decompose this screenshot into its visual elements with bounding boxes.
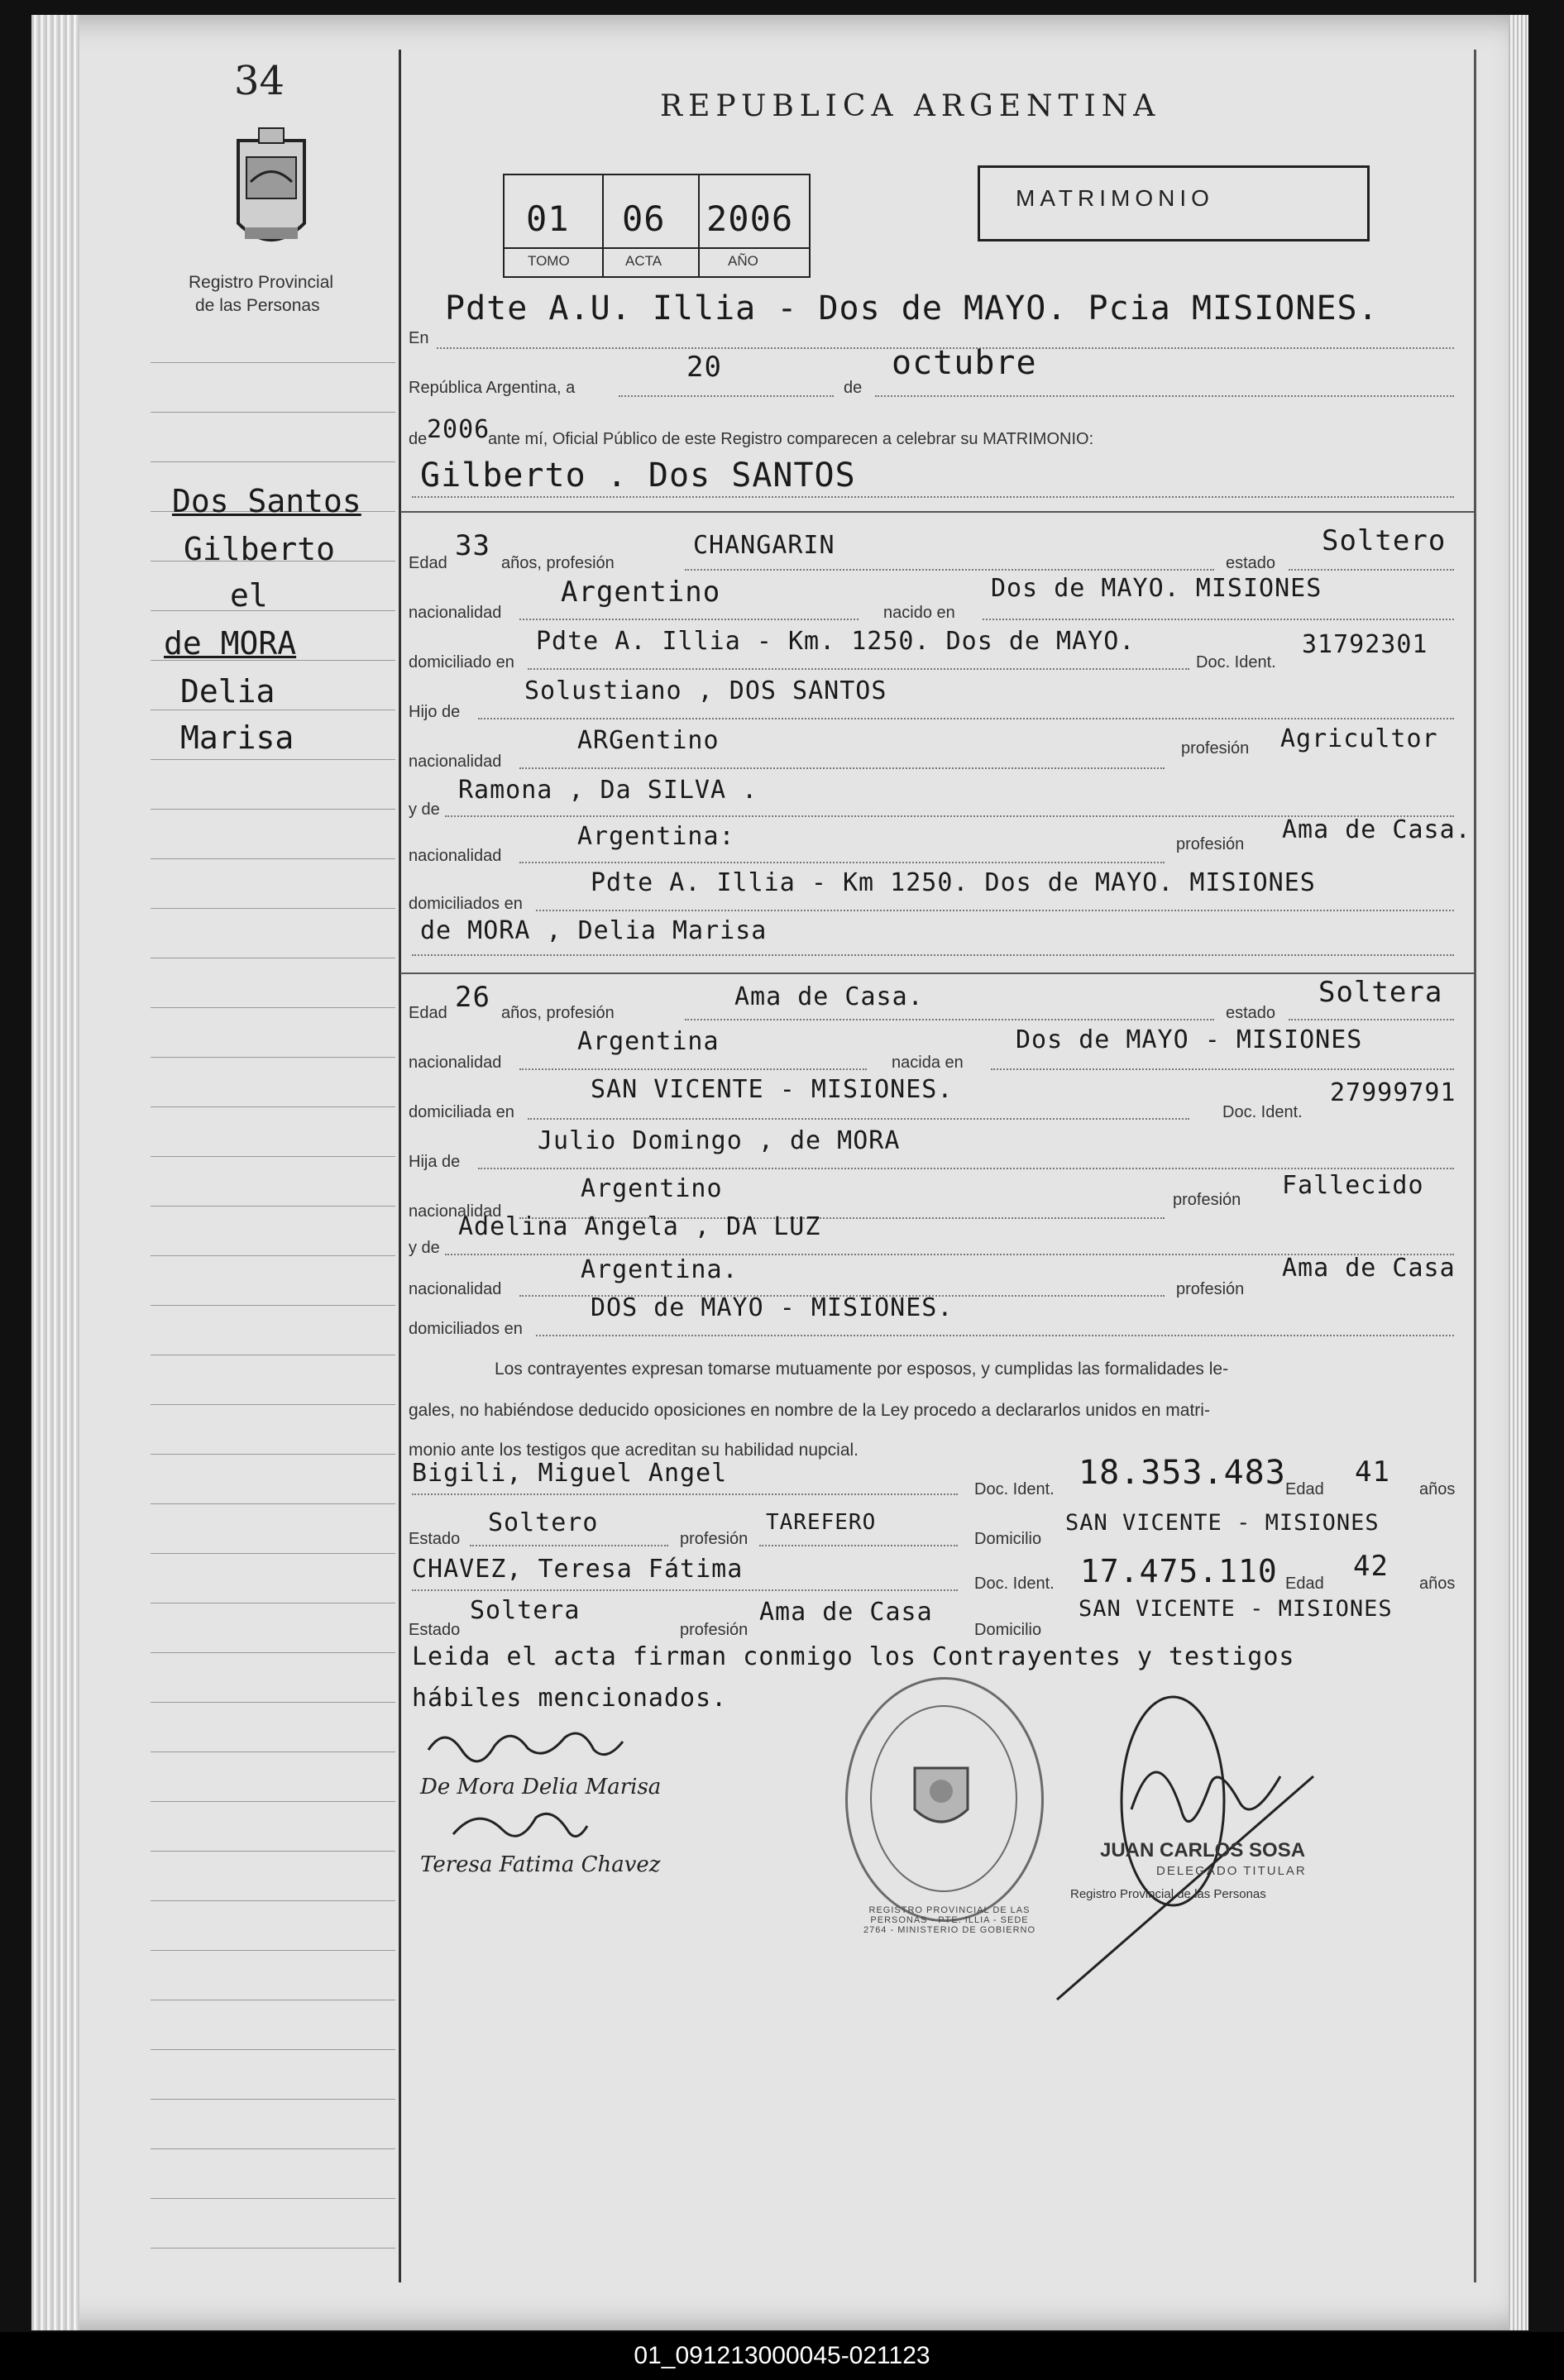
image-code-bar xyxy=(0,2332,1564,2380)
witness2-signature: Teresa Fatima Chavez xyxy=(420,1852,661,1877)
year-value: 2006 xyxy=(427,415,490,444)
witness1-anos-label: años xyxy=(1419,1480,1456,1498)
witness2-edad-label: Edad xyxy=(1285,1575,1324,1593)
groom-nacido-label: nacido en xyxy=(883,604,955,622)
witness2-doc: 17.475.110 xyxy=(1080,1553,1278,1589)
acta-value: 06 xyxy=(622,198,666,239)
bride-dom-label: domiciliada en xyxy=(409,1103,514,1121)
witness1-doc: 18.353.483 xyxy=(1079,1454,1286,1492)
groom-parents-domicile: Pdte A. Illia - Km 1250. Dos de MAYO. MISIONES xyxy=(591,868,1316,897)
margin-rule-line xyxy=(151,2049,395,2050)
groom-mother-profession: Ama de Casa. xyxy=(1282,815,1471,844)
margin-name-line: Marisa xyxy=(180,719,294,756)
groom-profession: CHANGARIN xyxy=(693,531,835,560)
bride-father-nac-label: nacionalidad xyxy=(409,1202,502,1221)
groom-edad-label: Edad xyxy=(409,554,447,572)
bride-nac-label: nacionalidad xyxy=(409,1054,502,1072)
bride-mother-nac-label: nacionalidad xyxy=(409,1280,502,1298)
bride-father-nationality: Argentino xyxy=(581,1174,723,1203)
witness1-dom-label: Domicilio xyxy=(974,1530,1042,1548)
groom-age: 33 xyxy=(455,529,490,562)
comparecen-text: ante mí, Oficial Público de este Registro comparecen a celebrar su MATRIMONIO: xyxy=(488,430,1094,448)
witness1-signature-icon xyxy=(445,1801,594,1855)
witness2-estado-label: Estado xyxy=(409,1621,461,1639)
margin-name-line: de MORA xyxy=(164,625,297,662)
groom-hijo-label: Hijo de xyxy=(409,703,461,721)
witness2-prof-label: profesión xyxy=(680,1621,749,1639)
tomo-value: 01 xyxy=(526,198,570,239)
de-year-label: de xyxy=(409,430,428,448)
tomo-label: TOMO xyxy=(528,253,570,269)
right-frame-line xyxy=(1474,50,1476,2282)
margin-rule-line xyxy=(151,2099,395,2100)
registry-logo-icon xyxy=(230,124,313,265)
margin-rule-line xyxy=(151,1305,395,1306)
margin-rule-line xyxy=(151,759,395,760)
groom-mother-prof-label: profesión xyxy=(1176,835,1245,853)
margin-rule-line xyxy=(151,858,395,859)
margin-rule-line xyxy=(151,610,395,611)
day-value: 20 xyxy=(686,351,722,384)
witness2-dom-label: Domicilio xyxy=(974,1621,1042,1639)
bride-full-name: de MORA , Delia Marisa xyxy=(420,916,768,945)
bride-estado: Soltera xyxy=(1318,976,1443,1009)
groom-doc-label: Doc. Ident. xyxy=(1196,653,1276,671)
seal-text: REGISTRO PROVINCIAL DE LAS PERSONAS - PTE. ILLIA - SEDE 2764 - MINISTERIO DE GOBIERNO xyxy=(863,1905,1036,1935)
page-number: 34 xyxy=(234,58,285,104)
margin-rule-line xyxy=(151,1156,395,1157)
margin-rule-line xyxy=(151,2148,395,2149)
witness2-name: CHAVEZ, Teresa Fátima xyxy=(412,1555,744,1584)
margin-rule-line xyxy=(151,461,395,462)
bride-father: Julio Domingo , de MORA xyxy=(538,1126,901,1155)
en-label: En xyxy=(409,329,429,347)
margin-rule-line xyxy=(151,908,395,909)
witness1-name: Bigili, Miguel Angel xyxy=(412,1459,728,1488)
groom-nationality: Argentino xyxy=(561,576,721,609)
margin-rule-line xyxy=(151,1652,395,1653)
month-value: octubre xyxy=(892,344,1037,382)
margin-rule-line xyxy=(151,1404,395,1405)
bride-father-profession: Fallecido xyxy=(1282,1171,1424,1200)
margin-rule-line xyxy=(151,1106,395,1107)
margin-rule-line xyxy=(151,1454,395,1455)
bride-estado-label: estado xyxy=(1226,1004,1276,1022)
groom-signature-icon xyxy=(420,1717,635,1779)
declaration-line1: Los contrayentes expresan tomarse mutuamente por esposos, y cumplidas las formalidades le- xyxy=(495,1360,1229,1379)
margin-rule-line xyxy=(151,1702,395,1703)
page-edge xyxy=(1509,15,1528,2330)
margin-rule-line xyxy=(151,362,395,363)
country-title: REPUBLICA ARGENTINA xyxy=(660,89,1161,123)
closing-line1: Leida el acta firman conmigo los Contrayentes y testigos xyxy=(412,1642,1295,1671)
groom-birthplace: Dos de MAYO. MISIONES xyxy=(991,574,1322,603)
declaration-line2: gales, no habiéndose deducido oposiciones en nombre de la Ley procedo a declararlos unidos en matri- xyxy=(409,1401,1210,1420)
groom-mother: Ramona , Da SILVA . xyxy=(458,776,758,805)
bride-parents-domicile: DOS de MAYO - MISIONES. xyxy=(591,1293,954,1322)
bride-doc-label: Doc. Ident. xyxy=(1222,1103,1303,1121)
witness1-prof-label: profesión xyxy=(680,1530,749,1548)
bride-mother-profession: Ama de Casa xyxy=(1282,1254,1456,1283)
bride-edad-label: Edad xyxy=(409,1004,447,1022)
bride-doc: 27999791 xyxy=(1330,1078,1456,1107)
margin-rule-line xyxy=(151,412,395,413)
place-value: Pdte A.U. Illia - Dos de MAYO. Pcia MISIONES. xyxy=(445,289,1379,327)
republica-label: República Argentina, a xyxy=(409,379,576,397)
bride-father-prof-label: profesión xyxy=(1173,1191,1241,1209)
witness1-estado: Soltero xyxy=(488,1508,599,1537)
margin-name-line: el xyxy=(230,577,268,614)
bride-yde-label: y de xyxy=(409,1239,440,1257)
witness2-estado: Soltera xyxy=(470,1596,581,1625)
bride-anos-label: años, profesión xyxy=(501,1004,615,1022)
witness2-anos-label: años xyxy=(1419,1575,1456,1593)
bride-profession: Ama de Casa. xyxy=(734,982,924,1011)
groom-dom-label: domiciliado en xyxy=(409,653,514,671)
groom-full-name: Gilberto . Dos SANTOS xyxy=(420,456,856,495)
declaration-line3: monio ante los testigos que acreditan su habilidad nupcial. xyxy=(409,1441,859,1460)
margin-rule-line xyxy=(151,2198,395,2199)
bride-nacida-label: nacida en xyxy=(892,1054,964,1072)
book-binding xyxy=(31,15,79,2330)
margin-rule-line xyxy=(151,1206,395,1207)
margin-name-line: Dos Santos xyxy=(172,483,361,519)
closing-line2: hábiles mencionados. xyxy=(412,1684,728,1713)
witness1-domicile: SAN VICENTE - MISIONES xyxy=(1065,1510,1380,1536)
groom-mother-nationality: Argentina: xyxy=(577,822,735,851)
margin-rule-line xyxy=(151,1801,395,1802)
margin-rule-line xyxy=(151,1057,395,1058)
bride-mother: Adelina Angela , DA LUZ xyxy=(458,1212,821,1241)
groom-mother-nac-label: nacionalidad xyxy=(409,847,502,865)
margin-rule-line xyxy=(151,2248,395,2249)
witness1-estado-label: Estado xyxy=(409,1530,461,1548)
witness2-profession: Ama de Casa xyxy=(759,1598,933,1627)
bride-mother-prof-label: profesión xyxy=(1176,1280,1245,1298)
official-name: JUAN CARLOS SOSA xyxy=(1100,1839,1306,1861)
margin-rule-line xyxy=(151,1007,395,1008)
groom-estado-label: estado xyxy=(1226,554,1276,572)
groom-parents-dom-label: domiciliados en xyxy=(409,895,523,913)
margin-rule-line xyxy=(151,1255,395,1256)
act-type: MATRIMONIO xyxy=(1016,185,1214,211)
groom-father-nac-label: nacionalidad xyxy=(409,753,502,771)
bride-age: 26 xyxy=(455,981,490,1014)
ano-label: AÑO xyxy=(728,253,758,269)
witness2-age: 42 xyxy=(1353,1550,1389,1583)
margin-rule-line xyxy=(151,809,395,810)
margin-name-line: Gilberto xyxy=(184,531,336,567)
witness1-profession: TAREFERO xyxy=(766,1510,877,1535)
de-label: de xyxy=(844,379,863,397)
bride-domicile: SAN VICENTE - MISIONES. xyxy=(591,1075,954,1104)
witness1-edad-label: Edad xyxy=(1285,1480,1324,1498)
registry-name-line1: Registro Provincial xyxy=(189,273,334,292)
groom-father-nationality: ARGentino xyxy=(577,726,720,755)
bride-nationality: Argentina xyxy=(577,1027,720,1056)
margin-rule-line xyxy=(151,1503,395,1504)
acta-label: ACTA xyxy=(625,253,662,269)
registry-name-line2: de las Personas xyxy=(195,296,320,315)
official-registry: Registro Provincial de las Personas xyxy=(1070,1887,1266,1901)
image-code: 01_091213000045-021123 xyxy=(634,2342,930,2369)
bride-birthplace: Dos de MAYO - MISIONES xyxy=(1016,1025,1363,1054)
groom-father: Solustiano , DOS SANTOS xyxy=(524,676,887,705)
margin-name-line: Delia xyxy=(180,673,275,710)
witness1-doc-label: Doc. Ident. xyxy=(974,1480,1055,1498)
margin-rule-line xyxy=(151,1900,395,1901)
groom-anos-label: años, profesión xyxy=(501,554,615,572)
margin-rule-line xyxy=(151,1950,395,1951)
groom-estado: Soltero xyxy=(1322,524,1447,557)
groom-domicile: Pdte A. Illia - Km. 1250. Dos de MAYO. xyxy=(536,627,1136,656)
groom-yde-label: y de xyxy=(409,801,440,819)
groom-nac-label: nacionalidad xyxy=(409,604,502,622)
groom-doc: 31792301 xyxy=(1302,630,1428,659)
witness2-domicile: SAN VICENTE - MISIONES xyxy=(1079,1596,1393,1622)
witness1-age: 41 xyxy=(1355,1455,1390,1489)
margin-rule-line xyxy=(151,1553,395,1554)
bride-signature: De Mora Delia Marisa xyxy=(420,1775,662,1799)
bride-mother-nationality: Argentina. xyxy=(581,1255,739,1284)
groom-father-prof-label: profesión xyxy=(1181,739,1250,757)
bride-parents-dom-label: domiciliados en xyxy=(409,1320,523,1338)
register-page xyxy=(31,15,1528,2330)
witness2-doc-label: Doc. Ident. xyxy=(974,1575,1055,1593)
bride-hija-label: Hija de xyxy=(409,1153,461,1171)
margin-rule-line xyxy=(151,1851,395,1852)
seal-emblem-icon xyxy=(908,1760,974,1838)
official-title: DELEGADO TITULAR xyxy=(1156,1864,1307,1878)
column-divider xyxy=(399,50,401,2282)
ano-value: 2006 xyxy=(706,198,794,239)
groom-father-profession: Agricultor xyxy=(1280,724,1438,753)
